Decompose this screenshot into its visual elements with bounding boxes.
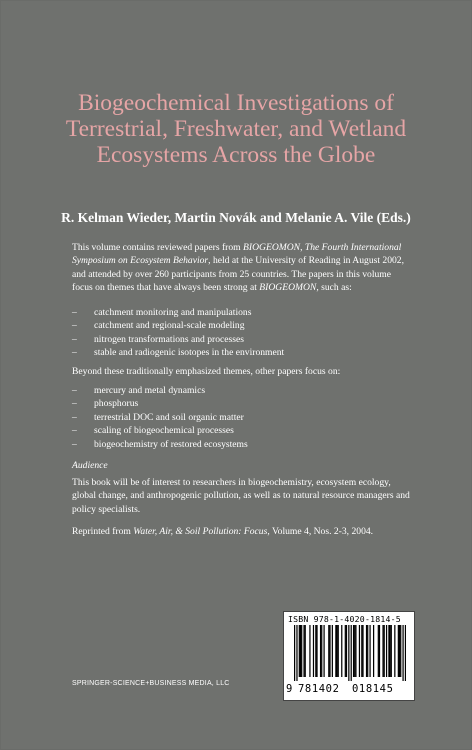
journal-name: Water, Air, & Soil Pollution: Focus bbox=[133, 526, 268, 537]
barcode-bar bbox=[400, 625, 401, 677]
barcode-bar bbox=[323, 625, 324, 677]
barcode-bars bbox=[294, 625, 406, 681]
barcode-bar bbox=[362, 625, 363, 677]
dash-bullet: – bbox=[72, 333, 77, 345]
barcode-bar bbox=[320, 625, 321, 677]
list-item-text: nitrogen transformations and processes bbox=[94, 333, 244, 345]
barcode-bar bbox=[394, 625, 395, 677]
barcode-bar bbox=[367, 625, 368, 677]
barcode-bar bbox=[361, 625, 362, 677]
barcode-bar bbox=[366, 625, 367, 677]
barcode-digit-first: 9 bbox=[286, 683, 293, 695]
list-item-text: catchment monitoring and manipulations bbox=[94, 307, 252, 318]
dash-bullet: – bbox=[72, 411, 77, 423]
dash-bullet: – bbox=[72, 385, 77, 396]
barcode-bar bbox=[329, 625, 330, 677]
biogeomon-name: BIOGEOMON bbox=[243, 242, 301, 253]
list-item bbox=[72, 438, 412, 451]
barcode-bar bbox=[336, 625, 337, 677]
themes-list bbox=[72, 306, 412, 360]
book-title: Biogeochemical Investigations of Terrestrial, Freshwater, and Wetland Ecosystems Across the Globe bbox=[65, 90, 407, 168]
dash-bullet: – bbox=[72, 320, 77, 332]
list-item bbox=[72, 319, 412, 332]
barcode-bar bbox=[335, 625, 336, 677]
symposium-name: The Fourth International Symposium on Ecosystem Behavior bbox=[72, 242, 402, 267]
isbn-barcode bbox=[283, 611, 415, 701]
barcode-bar bbox=[382, 625, 383, 677]
book-editors: R. Kelman Wieder, Martin Novák and Melanie A. Vile (Eds.) bbox=[61, 210, 411, 225]
publisher-name: SPRINGER-SCIENCE+BUSINESS MEDIA, LLC bbox=[72, 680, 230, 687]
barcode-bar bbox=[386, 625, 387, 677]
barcode-bar bbox=[299, 625, 300, 677]
barcode-digits-group1: 781402 bbox=[298, 683, 340, 695]
barcode-bar bbox=[402, 625, 403, 681]
barcode-bar bbox=[321, 625, 322, 677]
dash-bullet: – bbox=[72, 347, 77, 359]
barcode-bar bbox=[348, 625, 349, 681]
barcode-bar bbox=[316, 625, 317, 677]
list-item bbox=[72, 346, 412, 359]
isbn-label: ISBN 978-1-4020-1814-5 bbox=[288, 614, 401, 624]
list-item bbox=[72, 333, 412, 346]
barcode-bar bbox=[313, 625, 314, 677]
dash-bullet: – bbox=[72, 307, 77, 318]
intro-text-4: , such as: bbox=[316, 282, 352, 294]
barcode-bar bbox=[345, 625, 346, 677]
barcode-digits-group2: 018145 bbox=[352, 683, 394, 695]
barcode-bar bbox=[355, 625, 356, 677]
barcode-bar bbox=[373, 625, 374, 677]
barcode-bar bbox=[378, 625, 379, 677]
barcode-bar bbox=[379, 625, 380, 677]
reprint-suffix: , Volume 4, Nos. 2-3, 2004. bbox=[267, 526, 374, 537]
barcode-bar bbox=[359, 625, 360, 677]
barcode-bar bbox=[388, 625, 389, 677]
reprint-prefix: Reprinted from bbox=[72, 526, 134, 537]
barcode-bar bbox=[389, 625, 390, 677]
list-item bbox=[72, 384, 412, 397]
reprint-note bbox=[72, 525, 412, 538]
barcode-bar bbox=[328, 625, 329, 677]
barcode-bar bbox=[346, 625, 347, 677]
barcode-bar bbox=[341, 625, 342, 677]
barcode-bar bbox=[315, 625, 316, 677]
list-item bbox=[72, 306, 412, 319]
barcode-bar bbox=[384, 625, 385, 677]
barcode-bar bbox=[399, 625, 400, 677]
list-item-text: mercury and metal dynamics bbox=[94, 385, 206, 396]
list-item-text: terrestrial DOC and soil organic matter bbox=[94, 411, 244, 423]
intro-text-3: , held at the University of Reading in August 2002, and attended by over 260 participants from 25 countries. The papers in this volume focus on themes that have always been strong at bbox=[72, 255, 405, 294]
dash-bullet: – bbox=[72, 425, 77, 437]
barcode-bar bbox=[294, 625, 295, 681]
barcode-bar bbox=[351, 625, 352, 681]
intro-paragraph bbox=[72, 241, 412, 295]
list-item bbox=[72, 411, 412, 424]
audience-heading: Audience bbox=[72, 460, 108, 471]
barcode-bar bbox=[405, 625, 406, 681]
other-themes-list bbox=[72, 384, 412, 451]
barcode-bar bbox=[303, 625, 304, 677]
barcode-bar bbox=[301, 625, 302, 677]
dash-bullet: – bbox=[72, 438, 77, 450]
list-item-text: catchment and regional-scale modeling bbox=[94, 320, 245, 332]
list-item-text: phosphorus bbox=[94, 398, 139, 410]
barcode-bar bbox=[391, 625, 392, 677]
intro-text-1: This volume contains reviewed papers from bbox=[72, 242, 244, 253]
barcode-bar bbox=[369, 625, 370, 677]
beyond-paragraph: Beyond these traditionally emphasized themes, other papers focus on: bbox=[72, 366, 341, 377]
list-item-text: stable and radiogenic isotopes in the environment bbox=[94, 347, 285, 359]
barcode-bar bbox=[398, 625, 399, 677]
barcode-bar bbox=[353, 625, 354, 677]
barcode-bar bbox=[296, 625, 297, 681]
barcode-bar bbox=[305, 625, 306, 677]
biogeomon-name: BIOGEOMON bbox=[259, 282, 317, 294]
list-item bbox=[72, 397, 412, 410]
barcode-bar bbox=[309, 625, 310, 677]
barcode-bar bbox=[332, 625, 333, 677]
barcode-bar bbox=[300, 625, 301, 677]
barcode-bar bbox=[354, 625, 355, 677]
dash-bullet: – bbox=[72, 398, 77, 410]
intro-text-2: , bbox=[300, 242, 305, 253]
audience-paragraph: This book will be of interest to researchers in biogeochemistry, ecosystem ecology, global change, and anthropogenic pollution, as well as to natural resource managers and policy specialists. bbox=[72, 477, 410, 515]
barcode-bar bbox=[338, 625, 339, 677]
list-item bbox=[72, 424, 412, 437]
list-item-text: scaling of biogeochemical processes bbox=[94, 425, 234, 437]
list-item-text: biogeochemistry of restored ecosystems bbox=[94, 438, 248, 450]
